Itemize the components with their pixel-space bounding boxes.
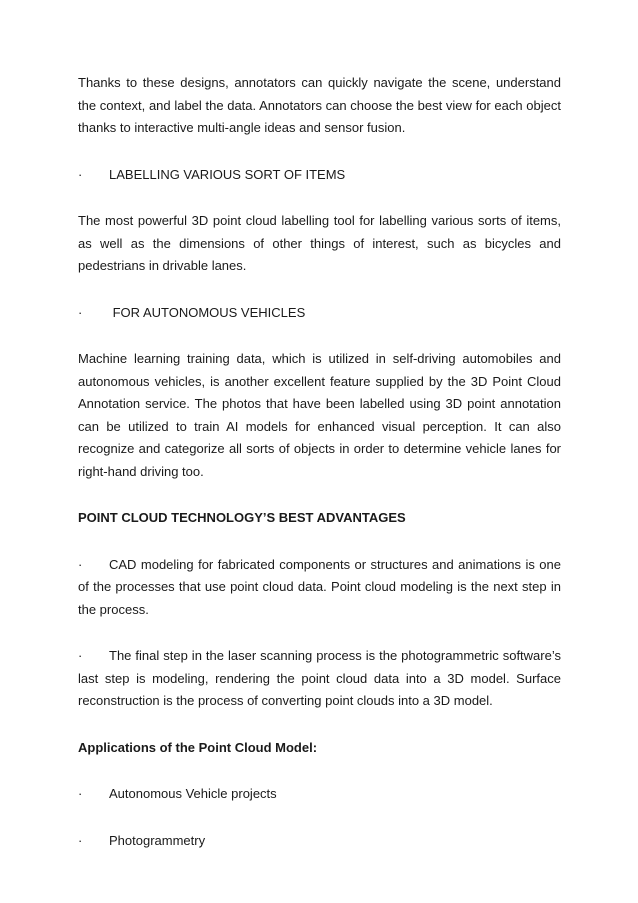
autonomous-paragraph: Machine learning training data, which is utilized in self-driving automobiles and autonomous vehicles, is another excellent feature supplied by the 3D Point Cloud Annotation service. The photos that have been labelled using 3D point annotation can be utilized to train AI models for enhanced visual perception. It can also recognize and categorize all sorts of objects in order to determine vehicle lanes for right-hand driving too.: [78, 351, 561, 479]
advantage-text: CAD modeling for fabricated components or structures and animations is one of the processes that use point cloud data. Point cloud modeling is the next step in the process.: [78, 556, 561, 617]
labelling-paragraph: The most powerful 3D point cloud labelling tool for labelling various sorts of items, as well as the dimensions of other things of interest, such as bicycles and pedestrians in drivable lanes.: [78, 213, 561, 273]
advantage-laser-scanning: [78, 645, 561, 713]
section-heading-applications: Applications of the Point Cloud Model:: [78, 739, 318, 755]
bullet-dot: ·: [78, 556, 83, 572]
bullet-label: LABELLING VARIOUS SORT OF ITEMS: [109, 166, 346, 182]
bullet-labelling-items: [78, 164, 561, 187]
document-body: [78, 72, 561, 852]
bullet-dot: ·: [78, 304, 83, 320]
application-label: Autonomous Vehicle projects: [109, 786, 277, 801]
bullet-dot: ·: [78, 648, 83, 663]
bullet-dot: ·: [78, 786, 83, 801]
section-heading-advantages: POINT CLOUD TECHNOLOGY’S BEST ADVANTAGES: [78, 510, 406, 525]
application-item: [78, 830, 561, 853]
bullet-autonomous-vehicles: [78, 302, 561, 325]
advantage-text: The final step in the laser scanning process is the photogrammetric software’s last step is modeling, rendering the point cloud data into a 3D model. Surface reconstruction is the process of converting point clouds into a 3D model.: [78, 648, 561, 708]
bullet-dot: ·: [78, 166, 83, 182]
bullet-dot: ·: [78, 832, 83, 848]
intro-paragraph: Thanks to these designs, annotators can quickly navigate the scene, understand the context, and label the data. Annotators can choose the best view for each object thanks to interactive multi-angle ideas and sensor fusion.: [78, 75, 561, 135]
application-item: [78, 783, 561, 806]
bullet-label: FOR AUTONOMOUS VEHICLES: [109, 304, 306, 320]
application-label: Photogrammetry: [109, 832, 206, 848]
advantage-cad-modeling: [78, 554, 561, 622]
